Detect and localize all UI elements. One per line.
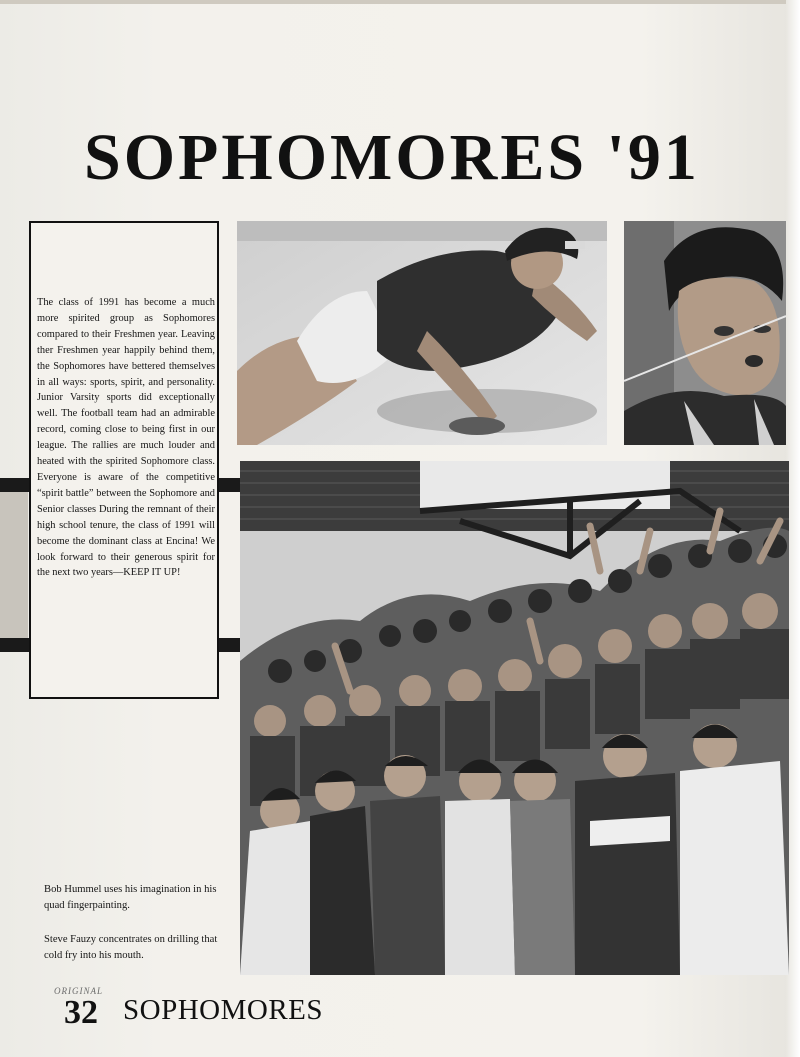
article-box [29, 221, 219, 699]
page-number: 32 [64, 994, 98, 1031]
photo-fry-close-up [624, 221, 786, 445]
section-label: SOPHOMORES [123, 994, 323, 1026]
page-headline: SOPHOMORES '91 [84, 121, 700, 194]
article-body: The class of 1991 has become a much more spirited group as Sophomores compared to their Freshmen year. Leaving ther Freshmen year happily behind them, the Sophomores have bettered themselves in all ways: sports, spirit, and personality. Junior Varsity sports did exceptionally well. The football team had an admirable record, coming close to being first in our league. The rallies are much louder and heated with the spirited Sophomore class. Everyone is aware of the competitive “spirit battle” between the Sophomore and Senior classes During the remnant of their high school tenure, the class of 1991 will become the dominant class at Encina! We look forward to their generous spirit for the next two years—KEEP IT UP! [37, 297, 215, 579]
top-rule [0, 0, 800, 4]
decorative-band-fill [0, 492, 28, 638]
photo-fingerpainting [237, 221, 607, 445]
photo-cheering-crowd [240, 461, 789, 975]
seal-lettering: ORIGINAL [54, 986, 103, 996]
caption-fingerpainting: Bob Hummel uses his imagination in his quad fingerpainting. [44, 884, 217, 911]
folio [48, 986, 128, 1034]
caption-fry: Steve Fauzy concentrates on drilling that cold fry into his mouth. [44, 934, 218, 961]
